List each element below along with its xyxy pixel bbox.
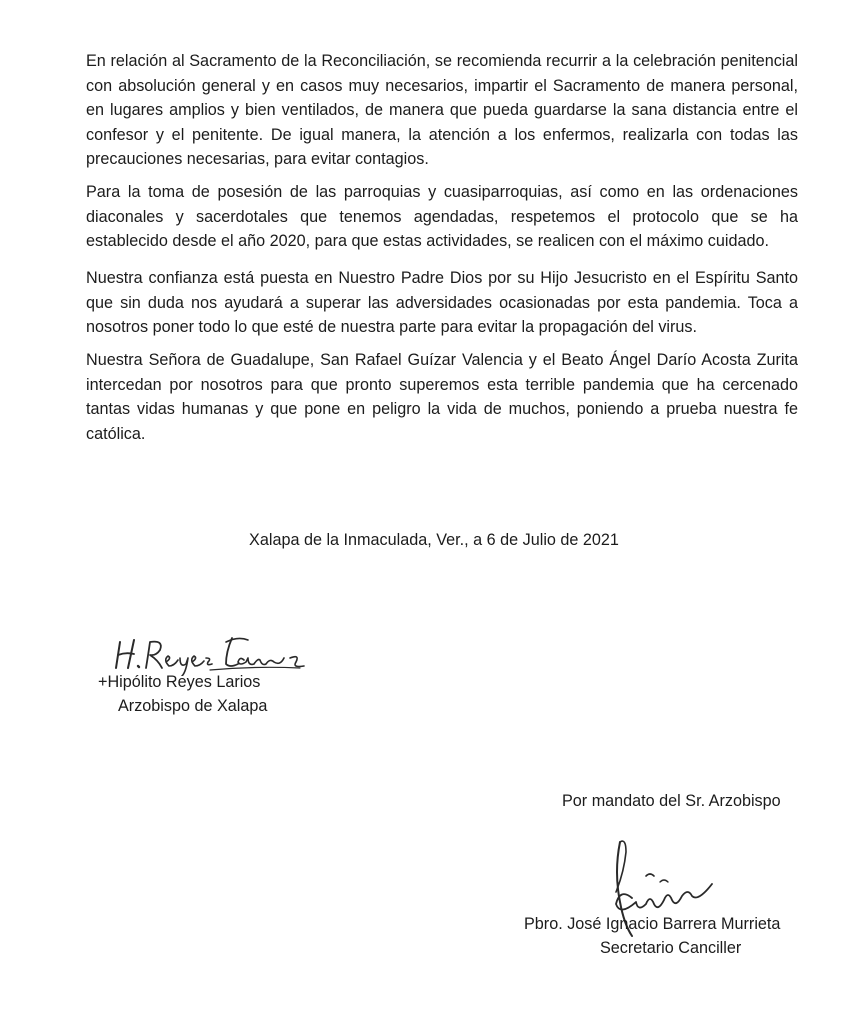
chancellor-title: Secretario Canciller xyxy=(600,939,742,957)
chancellor-name: Pbro. José Ignacio Barrera Murrieta xyxy=(524,915,781,933)
mandate-line: Por mandato del Sr. Arzobispo xyxy=(562,792,781,810)
signature-block-chancellor xyxy=(520,832,820,962)
archbishop-title: Arzobispo de Xalapa xyxy=(118,697,268,715)
place-and-date: Xalapa de la Inmaculada, Ver., a 6 de Julio de 2021 xyxy=(249,531,619,549)
paragraph-reconciliation: En relación al Sacramento de la Reconciliación, se recomienda recurrir a la celebración penitencial con absolución general y en casos muy necesarios, impartir el Sacramento de manera personal, en lugares amplios y bien ventilados, de manera que pueda guardarse la sana distancia entre el confesor y el penitente. De igual manera, la atención a los enfermos, realizarla con todas las precauciones necesarias, para evitar contagios. xyxy=(86,52,798,169)
paragraph-intercession: Nuestra Señora de Guadalupe, San Rafael Guízar Valencia y el Beato Ángel Darío Acosta Zurita intercedan por nosotros para que pronto superemos esta terrible pandemia que ha cercenado tantas vidas humanas y que pone en peligro la vida de muchos, poniendo a prueba nuestra fe católica. xyxy=(86,351,798,443)
paragraph-trust: Nuestra confianza está puesta en Nuestro Padre Dios por su Hijo Jesucristo en el Espíritu Santo que sin duda nos ayudará a superar las adversidades ocasionadas por esta pandemia. Toca a nosotros poner todo lo que esté de nuestra parte para evitar la propagación del virus. xyxy=(86,269,798,337)
archbishop-signature xyxy=(114,628,314,676)
paragraph-parishes: Para la toma de posesión de las parroquias y cuasiparroquias, así como en las ordenaciones diaconales y sacerdotales que tenemos agendadas, respetemos el protocolo que se ha establecido desde el año 2020, para que estas actividades, se realicen con el máximo cuidado. xyxy=(86,183,798,251)
archbishop-name: +Hipólito Reyes Larios xyxy=(98,673,261,691)
